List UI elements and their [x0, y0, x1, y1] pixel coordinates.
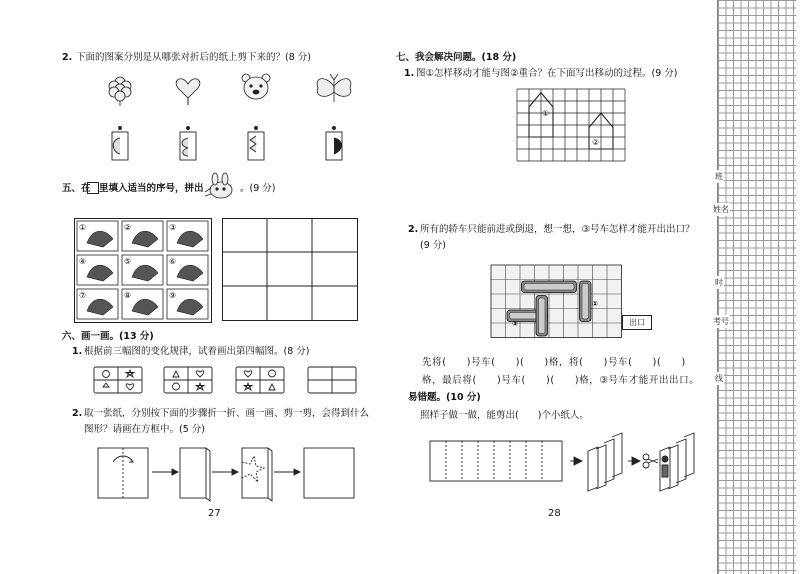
- binding-char-1: 班: [715, 172, 723, 181]
- sec7-q1-text: 图①怎样移动才能与图②重合？在下面写出移动的过程。(9 分): [416, 68, 678, 79]
- tile-number: ③: [169, 223, 177, 232]
- answer-box-icon: [87, 182, 99, 194]
- car-1-label: ①: [592, 300, 598, 308]
- move-grid: [516, 88, 626, 163]
- fold-cut-steps: [98, 446, 358, 502]
- heart-icon: [176, 79, 200, 98]
- sec7-title: 七、我会解决问题。(18 分): [396, 52, 517, 63]
- tile-number: ④: [79, 257, 87, 266]
- sec5-suffix: 里填入适当的序号，拼出: [99, 183, 204, 194]
- puzzle-tile: [122, 255, 163, 285]
- folded-papers: [100, 128, 400, 164]
- tile-number: ⑨: [169, 291, 177, 300]
- q2-number: 2.: [62, 52, 73, 63]
- exit-box: [622, 315, 652, 330]
- sec7-q1-number: 1.: [404, 68, 415, 79]
- sec6-q1-number: 1.: [72, 346, 83, 357]
- tile-number: ⑤: [124, 257, 132, 266]
- puzzle-tile: [167, 289, 208, 319]
- butterfly-icon: [317, 74, 351, 102]
- sec5-score: 。(9 分): [240, 183, 276, 194]
- shape1-label: ①: [542, 109, 550, 118]
- puzzle-tile: [122, 221, 163, 251]
- sec7-q2-number: 2.: [408, 224, 419, 235]
- puzzle-tile: [77, 289, 118, 319]
- fill-in-line2: 格，最后将( )号车( )( )格，③号车才能开出出口。: [422, 375, 700, 386]
- bear-face-icon: [242, 74, 270, 99]
- exit-label: 出口: [629, 318, 645, 327]
- rabbit-icon: [203, 174, 237, 200]
- errors-text: 照样子做一做，能剪出( )个小纸人。: [420, 410, 589, 421]
- sec5-prefix: 五、在: [62, 183, 91, 194]
- page-number-left: 27: [208, 508, 221, 519]
- binding-char-2: 姓名: [713, 205, 729, 214]
- tile-number: ⑦: [79, 291, 87, 300]
- flower-icon: [109, 77, 131, 106]
- binding-grid-strip: [717, 0, 796, 574]
- puzzle-answer-grid: [222, 218, 358, 321]
- sec7-q2-line1: 所有的轿车只能前进或倒退，想一想，③号车怎样才能开出出口？: [420, 224, 695, 235]
- puzzle-tile: [122, 289, 163, 319]
- sec6-q2-line1: 取一张纸，分别按下面的步骤折一折、画一画、剪一剪，会得到什么: [84, 408, 370, 419]
- cut-shapes: [100, 72, 400, 112]
- sec7-q2-line2: (9 分): [420, 240, 446, 251]
- binding-char-4: 考号: [713, 317, 729, 326]
- paper-dolls-figure: [428, 425, 718, 500]
- errors-title: 易错题。(10 分): [408, 392, 481, 403]
- tile-number: ⑧: [124, 291, 132, 300]
- tile-number: ②: [124, 223, 132, 232]
- sec6-q2-number: 2.: [72, 408, 83, 419]
- pattern-sequence: [94, 367, 364, 395]
- sec6-q2-line2: 图形？请画在方框中。(5 分): [84, 424, 205, 435]
- car: [522, 281, 577, 293]
- fill-in-line1: 先将( )号车( )( )格，将( )号车( )( ): [422, 357, 686, 368]
- car-3-label: ③: [512, 320, 518, 328]
- tile-number: ①: [79, 223, 87, 232]
- binding-char-5: 线: [715, 374, 723, 383]
- car: [536, 296, 548, 337]
- puzzle-tile: [167, 221, 208, 251]
- puzzle-tile: [77, 255, 118, 285]
- puzzle-tile: [167, 255, 208, 285]
- car: [580, 281, 592, 322]
- binding-char-3: 时: [715, 278, 723, 287]
- sec6-title: 六、画一画。(13 分): [62, 331, 154, 342]
- tile-number: ⑥: [169, 257, 177, 266]
- scissors-icon: [643, 454, 658, 468]
- page-number-right: 28: [548, 508, 561, 519]
- puzzle-tile: [77, 221, 118, 251]
- puzzle-pieces: [74, 218, 212, 323]
- sec6-q1-text: 根据前三幅图的变化规律，试着画出第四幅图。(8 分): [84, 346, 310, 357]
- shape2-label: ②: [592, 138, 600, 147]
- q2-text: 下面的图案分别是从哪张对折后的纸上剪下来的？(8 分): [76, 52, 311, 63]
